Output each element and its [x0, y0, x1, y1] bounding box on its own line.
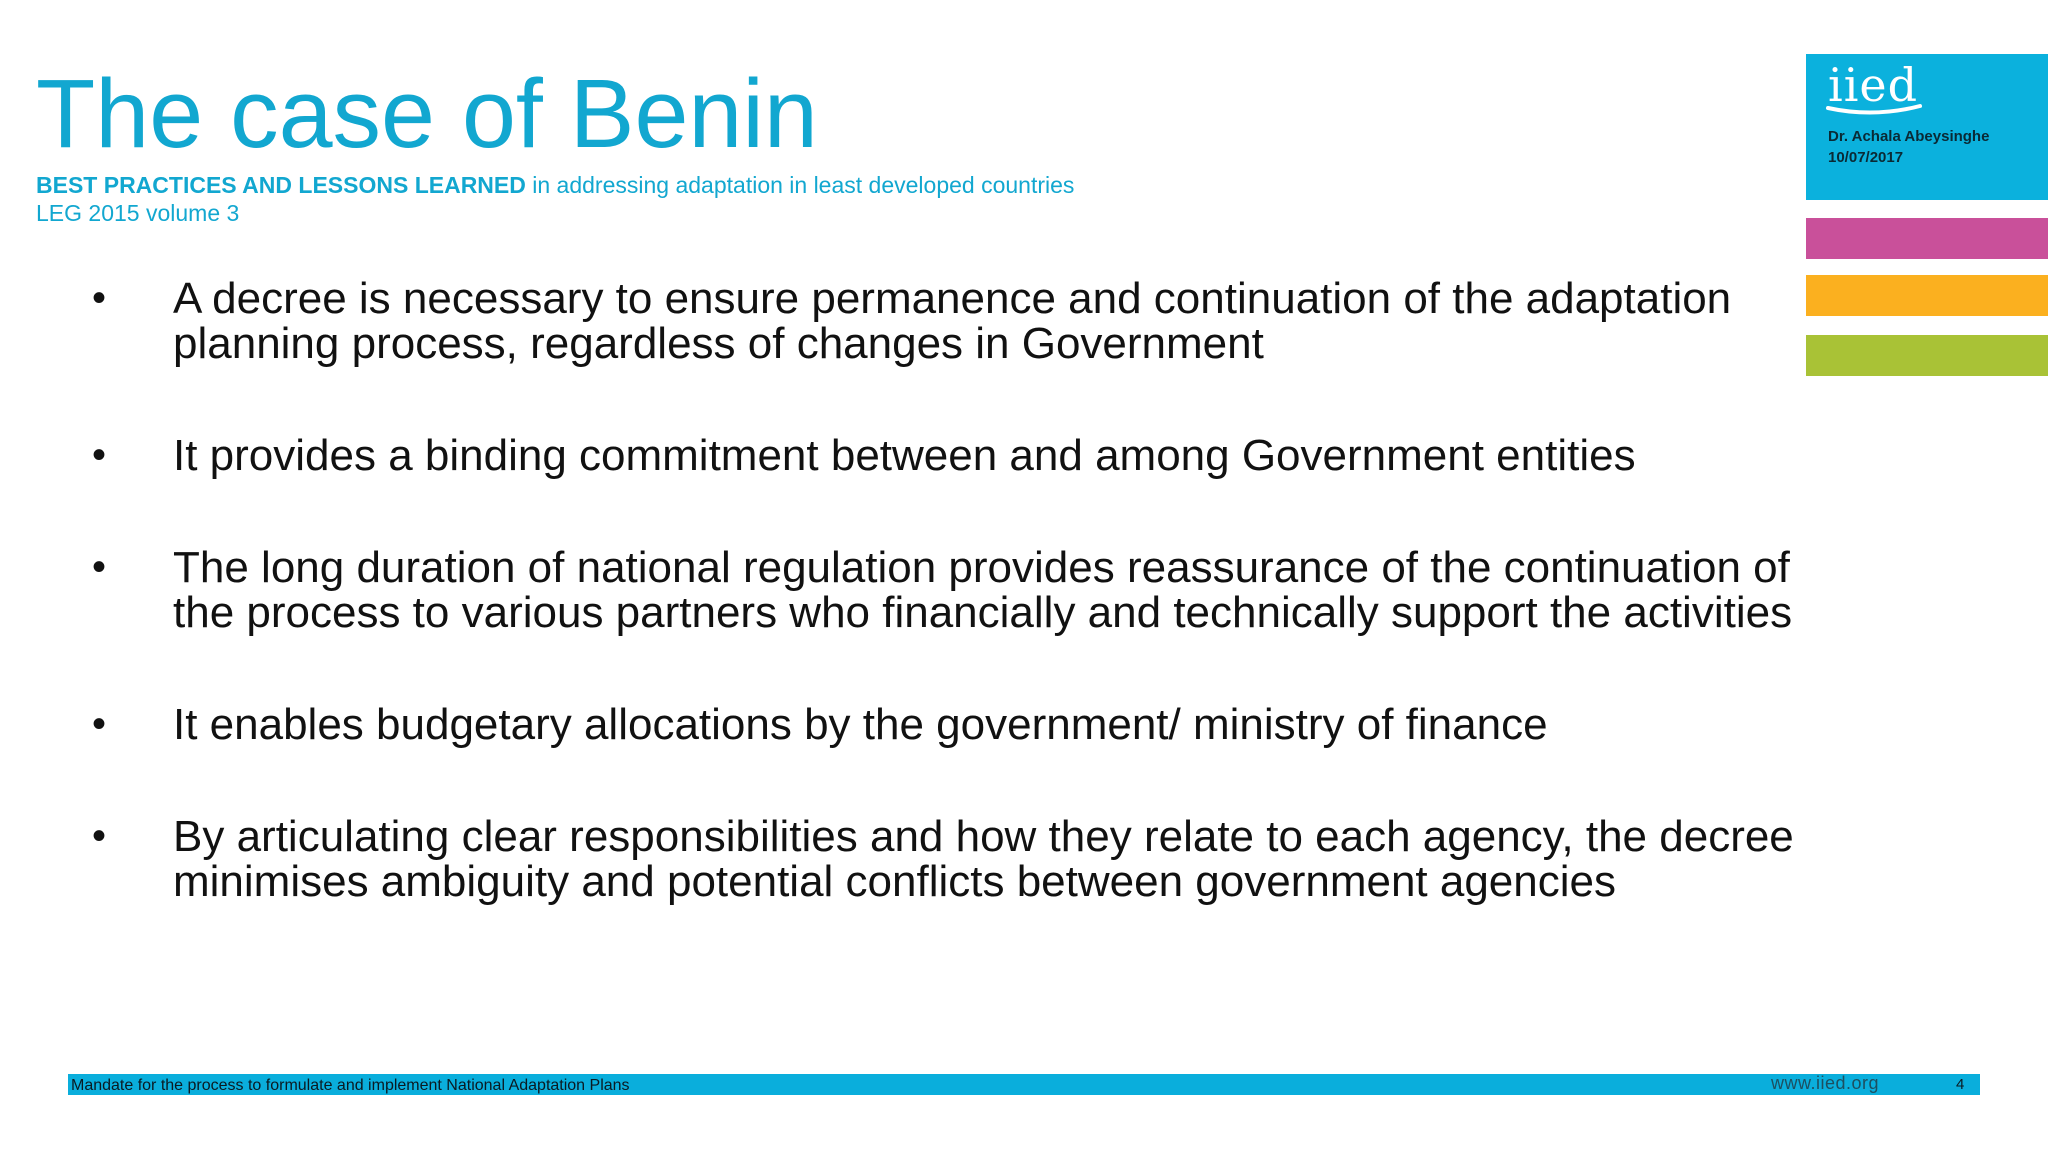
bullet-dot: • — [92, 702, 107, 746]
orange-stripe — [1806, 275, 2048, 316]
bullet-item — [92, 276, 1812, 366]
bullet-item — [92, 702, 1812, 747]
bullet-dot: • — [92, 545, 107, 589]
bullet-text: The long duration of national regulation provides reassurance of the continuation of the process to various partners who financially and technically support the activities — [173, 543, 1793, 637]
bullet-item — [92, 814, 1812, 904]
footer-url: www.iied.org — [1771, 1073, 1880, 1093]
logo-swoosh-icon — [1824, 102, 1924, 118]
page-number: 4 — [1956, 1076, 1965, 1093]
bullet-dot: • — [92, 433, 107, 477]
presenter-info — [1828, 126, 1989, 168]
green-stripe — [1806, 335, 2048, 376]
bullet-text: It enables budgetary allocations by the government/ ministry of finance — [173, 700, 1548, 749]
bullet-item — [92, 433, 1812, 478]
bullet-dot: • — [92, 276, 107, 320]
bullet-dot: • — [92, 814, 107, 858]
slide-title: The case of Benin — [36, 59, 818, 168]
footer-bar — [68, 1074, 1980, 1095]
iied-logo-block — [1806, 54, 2048, 200]
source-line: LEG 2015 volume 3 — [36, 200, 240, 226]
subtitle-rest: in addressing adaptation in least developed countries — [525, 172, 1075, 198]
footer-caption: Mandate for the process to formulate and implement National Adaptation Plans — [71, 1077, 630, 1094]
subtitle-emphasis: BEST PRACTICES AND LESSONS LEARNED — [36, 172, 526, 198]
slide-subtitle — [36, 171, 1074, 199]
bullet-list — [92, 276, 1812, 904]
presenter-name: Dr. Achala Abeysinghe — [1828, 128, 1990, 145]
iied-logo: iied — [1828, 58, 1919, 112]
bullet-text: It provides a binding commitment between and among Government entities — [173, 431, 1636, 480]
pink-stripe — [1806, 218, 2048, 259]
bullet-text: A decree is necessary to ensure permanence and continuation of the adaptation planning process, regardless of changes in Government — [173, 274, 1732, 368]
presenter-date: 10/07/2017 — [1828, 149, 1904, 166]
bullet-text: By articulating clear responsibilities and how they relate to each agency, the decree minimises ambiguity and potential conflicts between government agencies — [173, 812, 1794, 906]
bullet-item — [92, 545, 1812, 635]
